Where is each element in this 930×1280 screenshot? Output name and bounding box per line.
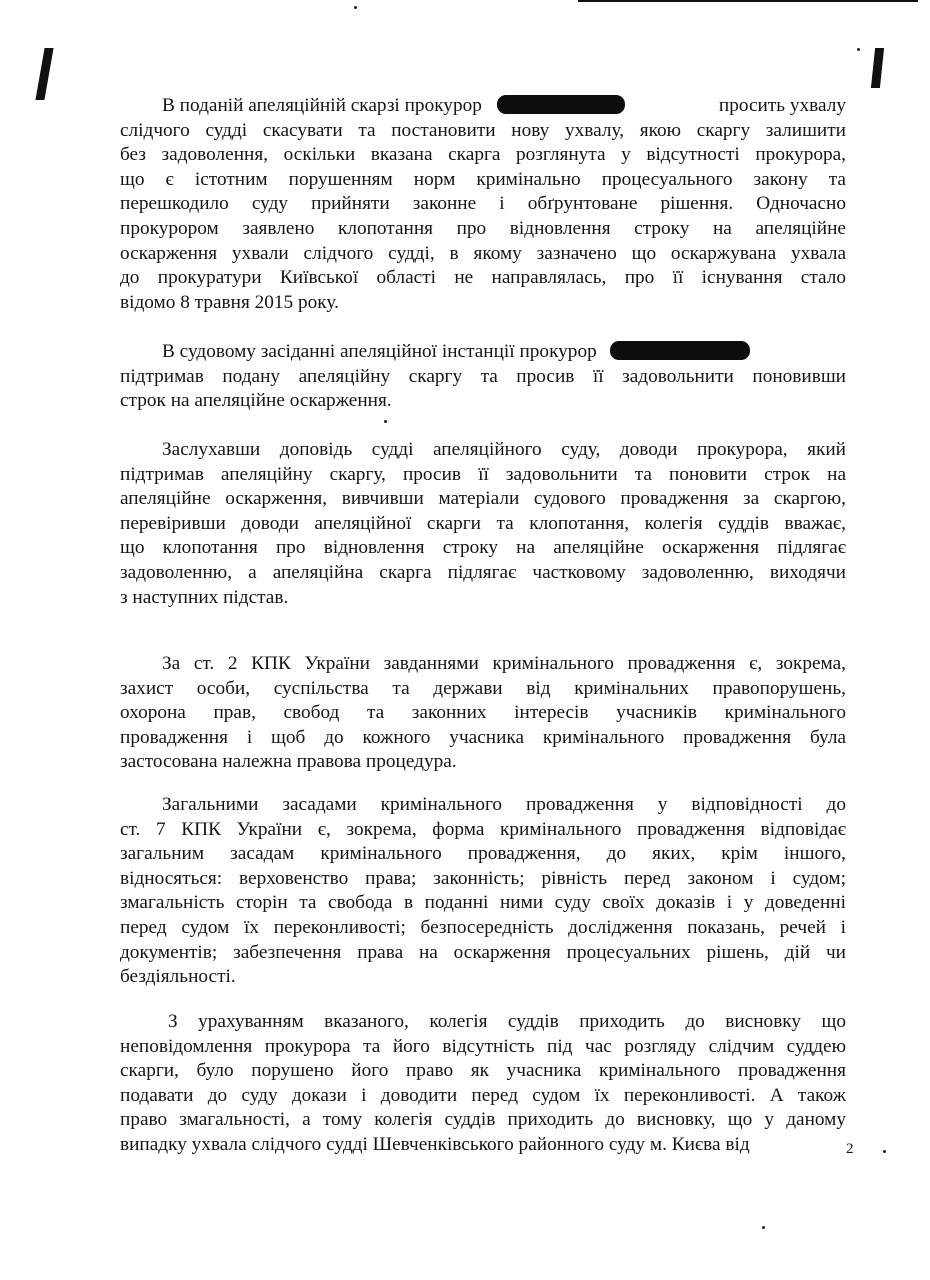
paragraph-article-7: [120, 793, 846, 990]
paragraph-appeal-request: [120, 94, 846, 315]
paragraph-conclusion: [120, 1010, 846, 1158]
text-fragment: В судовому засіданні апеляційної інстанції прокурор: [162, 341, 597, 362]
text-line: захист особи, суспільства та держави від кримінальних правопорушень,: [120, 677, 846, 699]
text-fragment: просить ухвалу: [718, 95, 846, 116]
text-line: до прокуратури Київської області не направлялась, про її існування стало: [120, 267, 846, 289]
text-line: апеляційне оскарження, вивчивши матеріали судового провадження за скаргою,: [120, 488, 846, 510]
text-line: скарги, було порушено його право як учасника кримінального провадження: [120, 1060, 846, 1082]
scan-speck: [384, 420, 387, 423]
scan-speck: [354, 6, 357, 9]
text-fragment: В поданій апеляційній скарзі прокурор: [162, 95, 482, 116]
text-line: бездіяльності.: [120, 966, 236, 988]
text-line: відносяться: верховенство права; законність; рівність перед законом і судом;: [120, 867, 846, 889]
text-line: право змагальності, а тому колегія суддів приходить до висновку, що у даному: [120, 1109, 846, 1131]
hole-punch-mark-left: [35, 48, 53, 100]
text-line: Загальними засадами кримінального провадження у відповідності до: [162, 794, 846, 815]
text-line: ст. 7 КПК України є, зокрема, форма кримінального провадження відповідає: [120, 818, 846, 840]
text-line: підтримав апеляційну скаргу, просив її задовольнити та поновити строк на: [120, 463, 846, 485]
text-line: охорона прав, свобод та законних інтересів учасників кримінального: [120, 702, 846, 724]
text-line: загальним засадам кримінального провадження, до яких, крім іншого,: [120, 843, 846, 865]
paragraph-article-2: [120, 652, 846, 775]
text-line: без задоволення, оскільки вказана скарга розглянута у відсутності прокурора,: [120, 144, 846, 166]
text-line: перед судом їх переконливості; безпосередність дослідження показань, речей і: [120, 916, 846, 938]
text-line: відомо 8 травня 2015 року.: [120, 291, 339, 313]
text-line: неповідомлення прокурора та його відсутність під час розгляду слідчим суддею: [120, 1035, 846, 1057]
scan-speck: [762, 1226, 765, 1229]
text-line: документів; забезпечення права на оскарження процесуальних рішень, дій чи: [120, 941, 846, 963]
text-line: строк на апеляційне оскарження.: [120, 390, 392, 412]
text-line: Заслухавши доповідь судді апеляційного суду, доводи прокурора, який: [162, 439, 846, 460]
text-line: підтримав подану апеляційну скаргу та просив її задовольнити поновивши: [120, 365, 846, 387]
text-line: перевіривши доводи апеляційної скарги та клопотання, колегія суддів вважає,: [120, 512, 846, 534]
scan-edge-line-top: [578, 0, 918, 2]
page-number: 2: [846, 1141, 854, 1157]
text-line: [120, 340, 846, 365]
text-line: застосована належна правова процедура.: [120, 751, 457, 773]
hole-punch-mark-right: [871, 48, 884, 88]
text-line: За ст. 2 КПК України завданнями кримінального провадження є, зокрема,: [162, 653, 846, 674]
text-line: задоволенню, а апеляційна скарга підлягає частковому задоволенню, виходячи: [120, 561, 846, 583]
paragraph-court-session: [120, 340, 846, 414]
text-line: провадження і щоб до кожного учасника кримінального провадження була: [120, 726, 846, 748]
text-line: [120, 94, 846, 119]
text-line: оскарження ухвали слідчого судді, в якому зазначено що оскаржувана ухвала: [120, 242, 846, 264]
text-line: змагальність сторін та свобода в поданні ними суду своїх доказів і у доведенні: [120, 892, 846, 914]
scan-speck: [857, 48, 860, 51]
scan-speck: [883, 1150, 886, 1153]
paragraph-court-findings: [120, 438, 846, 610]
redaction-bar: [610, 341, 750, 360]
text-line: З урахуванням вказаного, колегія суддів приходить до висновку що: [168, 1011, 846, 1032]
text-line: з наступних підстав.: [120, 586, 289, 608]
text-line: перешкодило суду прийняти законне і обґрунтоване рішення. Одночасно: [120, 193, 846, 215]
redaction-bar: [497, 95, 625, 114]
text-line: що клопотання про відновлення строку на апеляційне оскарження підлягає: [120, 537, 846, 559]
text-line: слідчого судді скасувати та постановити нову ухвалу, якою скаргу залишити: [120, 119, 846, 141]
text-line: випадку ухвала слідчого судді Шевченківського районного суду м. Києва від: [120, 1133, 750, 1155]
text-line: прокурором заявлено клопотання про відновлення строку на апеляційне: [120, 217, 846, 239]
text-line: що є істотним порушенням норм кримінально процесуального закону та: [120, 168, 846, 190]
text-line: подавати до суду докази і доводити перед судом їх переконливості. А також: [120, 1084, 846, 1106]
